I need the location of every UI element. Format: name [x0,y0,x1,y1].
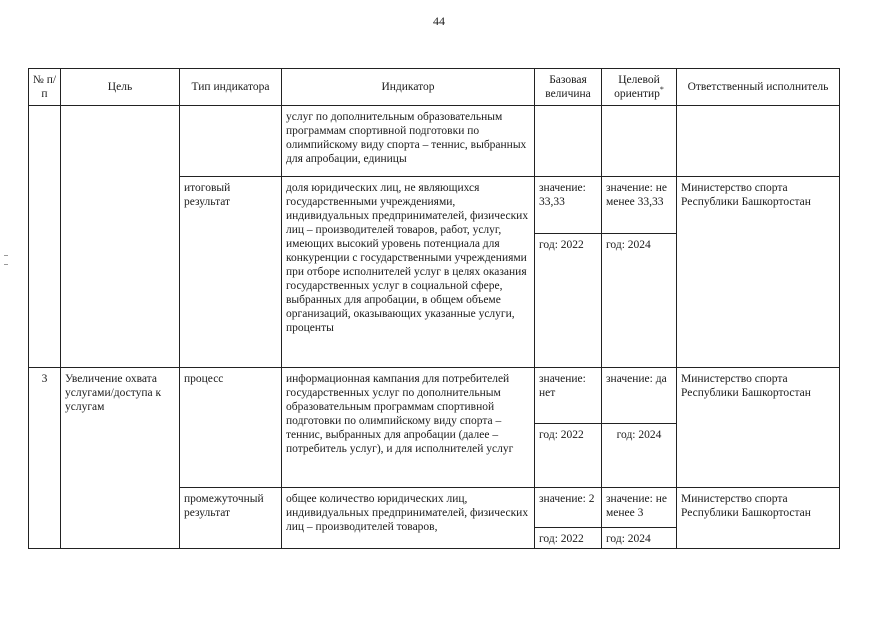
scan-mark [4,264,8,265]
cell-indicator: услуг по дополнительным образовательным программам спортивной подготовки по олимпийскому виду спорта – теннис, выбранных для апробации, единицы [282,106,535,177]
cell-base-year: год: 2022 [535,528,602,549]
cell-type: процесс [180,368,282,488]
page-number: 44 [433,14,445,28]
cell-base-value: значение: 33,33 [535,177,602,234]
cell-type [180,106,282,177]
cell-target-value: значение: не менее 33,33 [602,177,677,234]
header-target [602,69,677,106]
cell-base-year: год: 2022 [535,234,602,368]
header-num: № п/п [29,69,61,106]
cell-goal [61,106,180,368]
scan-mark [4,255,8,256]
cell-responsible: Министерство спорта Республики Башкортостан [677,488,840,549]
cell-target-year: год: 2024 [602,234,677,368]
header-goal: Цель [61,69,180,106]
cell-target-value: значение: не менее 3 [602,488,677,528]
cell-responsible: Министерство спорта Республики Башкортостан [677,368,840,488]
cell-num [29,106,61,368]
cell-indicator: доля юридических лиц, не являющихся государственными учреждениями, индивидуальных предпринимателей, физических лиц – производителей товаров, работ, услуг, имеющих высокий уровень потенциала для конкуренции с государственными учреждениями при отборе исполнителей услуг в целях оказания государственных услуг в социальной сфере, выбранных для апробации, в общем объеме организаций, оказывающих указанные услуги, проценты [282,177,535,368]
header-row [29,69,840,106]
cell-type: итоговый результат [180,177,282,368]
indicators-table [28,68,840,549]
cell-target-year: год: 2024 [602,528,677,549]
cell-indicator: общее количество юридических лиц, индивидуальных предпринимателей, физических лиц – производителей товаров, [282,488,535,549]
cell-num: 3 [29,368,61,549]
cell-base-value: значение: 2 [535,488,602,528]
cell-indicator: информационная кампания для потребителей государственных услуг по дополнительным образовательным программам спортивной подготовки по олимпийскому виду спорта – теннис, выбранных для апробации (далее – потребитель услуг), и для исполнителей услуг [282,368,535,488]
header-indicator: Индикатор [282,69,535,106]
cell-base-value: значение: нет [535,368,602,424]
header-indicator-type: Тип индикатора [180,69,282,106]
cell-base-year: год: 2022 [535,424,602,488]
header-target-label: Целевой ориентир [614,74,660,100]
header-responsible: Ответственный исполнитель [677,69,840,106]
cell-responsible: Министерство спорта Республики Башкортостан [677,177,840,368]
header-target-mark: * [659,85,664,95]
table-row [29,368,840,424]
cell-responsible [677,106,840,177]
cell-target-value [602,106,677,177]
cell-target-year: год: 2024 [602,424,677,488]
header-base: Базовая величина [535,69,602,106]
cell-goal: Увеличение охвата услугами/доступа к услугам [61,368,180,549]
cell-type: промежуточный результат [180,488,282,549]
table-row [29,106,840,177]
cell-base-value [535,106,602,177]
cell-target-value: значение: да [602,368,677,424]
